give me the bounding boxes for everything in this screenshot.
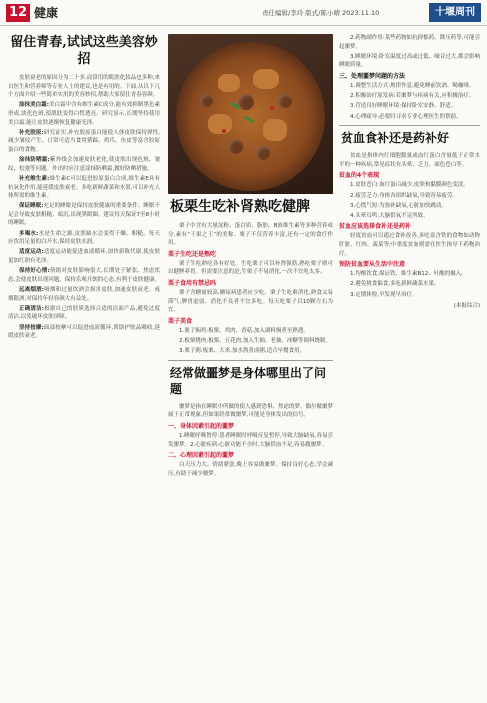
paragraph-text: 皮肤衰老的原因分为二十多,而常用的肌肤化妆品也多种,来自医生和营养师等专业人士的建议,也是有用的。下面,从以下几个方面介绍一些简单实用的美容妙招,帮助大家留住青春容颜。 — [8, 75, 160, 99]
section-heading: 二、心理因素引起的噩梦 — [168, 452, 235, 460]
anemia-treatment-text: 轻度贫血可以通过食补改善,多吃富含铁的食物如动物肝脏、红肉、菠菜等;中重度贫血则需在医生指导下药物治疗。 — [339, 233, 480, 257]
list-item: 1.调整生活方式:规律作息,避免睡前饮酒、喝咖啡。 — [350, 82, 475, 89]
recipe-item: 1.栗子焖鸡:板栗、鸡肉、香菇,加入调料焖煮至熟透。 — [179, 327, 309, 334]
paragraph-lead: 坚持按摩: — [19, 324, 44, 331]
list-item: 3.营造良好睡眠环境:保持卧室安静、舒适。 — [350, 103, 457, 110]
paragraph-lead: 涂抹美白霜: — [19, 102, 49, 109]
paragraph-text: 维生素C可以促进胶原蛋白合成,维生素E具有抗氧化作用,能延缓皮肤衰老。多吃新鲜蔬菜和水果,可以补充人体所需的维生素。 — [8, 175, 160, 200]
paragraph — [8, 101, 160, 127]
recipe-item: 2.板栗烧肉:板栗、五花肉,加入生抽、老抽、冰糖等调料烧制。 — [179, 337, 331, 344]
plate-shape — [176, 42, 325, 191]
chili — [270, 106, 274, 110]
paragraph-text: 根据自己的肤质选择合适的洁面产品,避免过度清洁,以免破坏皮肤屏障。 — [8, 305, 161, 321]
paragraph-lead: 适度运动: — [19, 249, 44, 256]
anemia-treatment-heading: 贫血应该选择食补还是药补 — [339, 223, 412, 231]
paragraph — [8, 156, 160, 173]
recipe-list — [168, 327, 333, 356]
article-anemia-intro: 贫血是指体内红细胞数量或血红蛋白含量低于正常水平的一种疾病,常见症状有头晕、乏力、面色苍白等。 — [339, 153, 480, 168]
list-item: 1.均衡饮食,保证铁、维生素B12、叶酸的摄入。 — [350, 271, 467, 278]
chestnut — [238, 94, 254, 110]
article-beauty-body — [8, 74, 160, 341]
paragraph-lead: 保持好心情: — [19, 268, 50, 275]
list-item: 3.心慌气短:为弥补缺氧,心脏加快跳动。 — [350, 202, 447, 209]
paragraph — [8, 175, 160, 201]
article-chestnut-sections — [168, 250, 333, 315]
nightmare-solutions-list — [339, 82, 480, 121]
anemia-prevention-list — [339, 270, 480, 299]
paragraph-text: 研究证实,补充胶原蛋白能使人体皮肤保持弹性,减少皱纹产生。日常可适当食用猪蹄、鸡爪、鱼皮等富含胶原蛋白的食物。 — [8, 129, 161, 153]
paragraph-text: 水是生命之源,皮肤缺水会变得干燥、粗糙。每天应饮用足量的白开水,保持皮肤水润。 — [8, 230, 161, 246]
paragraph — [8, 324, 160, 341]
paragraph-text: 美白霜中含有维生素C成分,能有效抑制黑色素形成,淡化色斑,使肌肤变得白皙透亮。研究显示,长期坚持使用美白霜,能让皮肤逐渐恢复健康光泽。 — [8, 102, 160, 126]
list-item: 2.积极治疗原发病:若噩梦与疾病有关,应积极治疗。 — [350, 93, 475, 100]
paragraph-text: 适度运动能促进血液循环,加快新陈代谢,使皮肤更加红润有光泽。 — [8, 249, 161, 265]
source-note: (本报综合) — [453, 302, 480, 309]
paragraph-lead: 远离烟酒: — [19, 287, 45, 293]
section-text: 栗子生吃熟吃各有好处。生吃栗子可以补肾强筋,熟吃栗子则可以健脾养胃。但需要注意的是,生栗子不易消化,一次不宜吃太多。 — [168, 260, 333, 276]
chili — [222, 129, 226, 133]
masthead: 十堰周刊 — [429, 3, 481, 22]
article-chestnut-intro: 栗子中含有大量淀粉、蛋白质、脂肪、B族维生素等多种营养成分,素有“干果之王”的美称。栗子不仅营养丰富,还有一定的食疗作用。 — [168, 223, 333, 247]
paragraph-lead: 补充维生素: — [19, 175, 50, 182]
section-text: 白天压力大、情绪紧张,晚上容易做噩梦。保持良好心态,学会减压,有助于减少噩梦。 — [168, 462, 333, 477]
section-heading: 栗子食用有禁忌吗 — [168, 279, 217, 287]
article-anemia — [339, 34, 480, 309]
paragraph-lead: 多喝水: — [19, 230, 39, 237]
recipe-item: 3.栗子粥:板栗、大米,加水熬煮成粥,适合早餐食用。 — [179, 348, 306, 355]
chestnut — [228, 139, 243, 154]
section-heading: 栗子生吃还是熟吃 — [168, 250, 217, 258]
paragraph-lead: 保证睡眠: — [19, 203, 44, 210]
paragraph — [8, 129, 160, 155]
page-header — [0, 0, 487, 26]
article-chestnut-title: 板栗生吃补肾熟吃健脾 — [170, 199, 310, 215]
paragraph — [8, 267, 160, 284]
anemia-prevention-heading: 预防贫血要从生活中注意 — [339, 261, 406, 269]
article-beauty-title: 留住青春,试试这些美容妙招 — [10, 35, 158, 67]
paragraph-text: 充足的睡眠是保持皮肤健康的重要条件。睡眠不足会导致皮肤粗糙、暗沉,出现黑眼圈。建议每天保证7至8小时的睡眠。 — [8, 203, 160, 227]
paragraph-text: 情绪对皮肤影响很大,长期处于紧张、焦虑状态,会使皮肤出现问题。保持乐观开朗的心态,有利于皮肤健康。 — [8, 268, 161, 283]
article-nightmare-sections — [168, 422, 333, 478]
paragraph — [8, 305, 160, 322]
chestnut-dish-photo — [168, 34, 333, 194]
paragraph — [8, 202, 160, 228]
nightmare-continuation — [339, 34, 480, 70]
list-item: 4.心理疏导:必要时寻求专业心理医生的帮助。 — [350, 113, 462, 120]
section-heading: 一、身体因素引起的噩梦 — [168, 422, 235, 430]
paragraph-text: 面部按摩可以促进血液循环,帮助护肤品吸收,延缓皮肤衰老。 — [8, 324, 161, 340]
section-text: 栗子含糖量较高,糖尿病患者应少吃。栗子生吃难消化,熟食又易滞气,脾胃虚弱、消化不良者不宜多吃。每天吃栗子以10颗左右为宜。 — [168, 289, 333, 314]
chestnut — [278, 94, 292, 108]
chestnut — [200, 94, 213, 107]
paragraph-lead: 正确清洁: — [19, 305, 45, 312]
paragraph-lead: 补充胶原: — [19, 129, 44, 136]
paragraph: 3.睡眠环境:卧室温度过高或过低、噪音过大,都会影响睡眠质量。 — [339, 53, 480, 69]
article-nightmare-title: 经常做噩梦是身体哪里出了问题 — [170, 365, 327, 396]
article-nightmare-intro: 噩梦是指在睡眠中所做的使人感到恐惧、焦虑的梦。偶尔做噩梦属于正常现象,但如果经常做噩梦,可能是身体发出的信号。 — [168, 403, 334, 419]
food-morsel — [253, 69, 279, 89]
article-anemia-title: 贫血食补还是药补好 — [341, 131, 450, 146]
paragraph-text: 吸烟和过量饮酒会损害皮肤,加速皮肤衰老。戒烟限酒,对保持年轻容颜大有益处。 — [8, 287, 161, 302]
divider — [339, 125, 480, 126]
chestnut — [256, 146, 270, 160]
list-item: 1.皮肤苍白:血红蛋白减少,皮肤和黏膜颜色变淡。 — [350, 182, 469, 189]
list-item: 2.疲劳乏力:身体各组织缺氧,导致容易疲劳。 — [350, 192, 458, 199]
section-name: 健康 — [34, 6, 59, 20]
food-morsel — [208, 114, 232, 134]
food-morsel — [263, 119, 287, 141]
nightmare-solutions-heading: 三、处理噩梦问题的方法 — [339, 72, 406, 80]
recipe-heading: 栗子美食 — [168, 317, 193, 325]
article-beauty — [8, 34, 160, 342]
paragraph: 2.药物副作用:某些药物如抗抑郁药、降压药等,可能引起噩梦。 — [339, 35, 480, 50]
list-item: 3.定期体检,早发现早治疗。 — [350, 291, 418, 298]
paragraph-text: 紫外线会加速皮肤老化,使皮肤出现色斑、皱纹、松弛等问题。外出时应注意涂抹防晒霜,做好防晒措施。 — [8, 157, 161, 172]
paragraph — [8, 74, 160, 100]
list-item: 4.头晕耳鸣:大脑供氧不足所致。 — [350, 212, 429, 219]
paragraph — [8, 230, 160, 247]
section-text: 1.睡眠呼吸暂停:患者睡眠时呼吸反复暂停,导致大脑缺氧,容易引发噩梦。2.心脏疾病:心脏功能不全时,大脑供血不足,容易做噩梦。 — [168, 432, 333, 448]
food-morsel — [218, 74, 240, 92]
editor-line: 责任编辑/李玲 版式/陈小晴 2023.11.10 — [262, 9, 380, 17]
anemia-signs-list — [339, 181, 480, 220]
article-chestnut — [168, 34, 333, 480]
paragraph — [8, 286, 160, 303]
divider — [168, 360, 333, 361]
paragraph-lead: 涂抹防晒霜: — [19, 157, 50, 164]
paragraph — [8, 248, 160, 265]
page-number: 12 — [6, 4, 30, 22]
list-item: 2.避免挑食偏食,多吃新鲜蔬菜水果。 — [350, 281, 440, 288]
anemia-signs-heading: 贫血的4个表现 — [339, 172, 380, 180]
